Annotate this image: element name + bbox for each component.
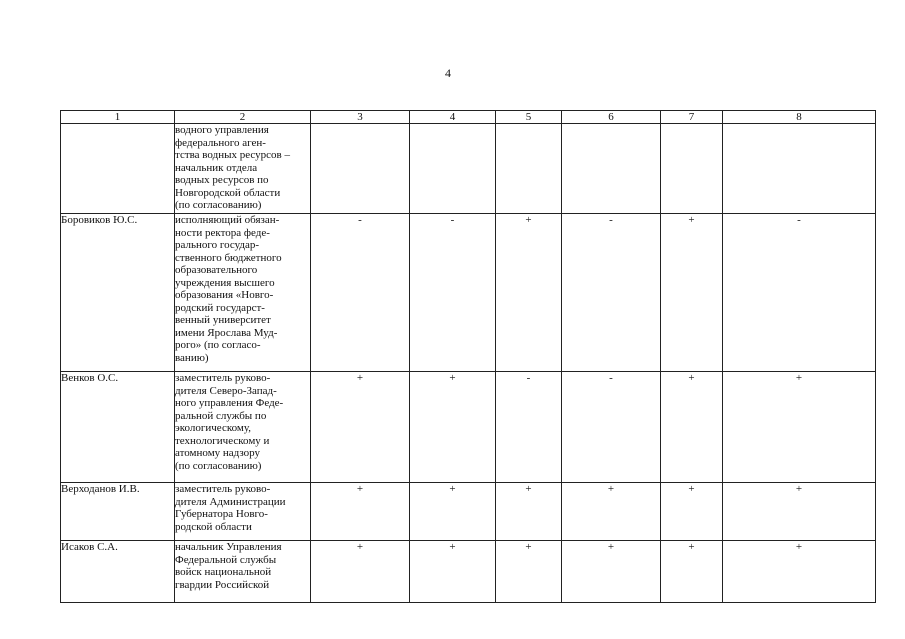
position-line: войск национальной — [175, 566, 272, 578]
position-line: начальник отдела — [175, 161, 258, 174]
table-row — [61, 541, 876, 603]
position-line: образования «Новго- — [175, 289, 274, 301]
table-row — [61, 214, 876, 372]
position-line: венный университет — [175, 314, 271, 326]
mark-cell: + — [410, 483, 496, 541]
position-line: заместитель руково- — [175, 483, 271, 495]
position-line: ного управления Феде- — [175, 397, 284, 409]
commission-table — [60, 110, 876, 603]
mark-cell: - — [562, 214, 661, 372]
mark-cell: + — [562, 541, 661, 603]
mark-cell — [311, 124, 410, 214]
position-line: начальник Управления — [175, 541, 282, 553]
table-row — [61, 372, 876, 483]
member-name: Верходанов И.В. — [61, 483, 175, 541]
member-position — [175, 541, 311, 603]
mark-cell: + — [723, 372, 876, 483]
position-line: водных ресурсов по — [175, 174, 269, 186]
position-line: образовательного — [175, 264, 258, 276]
mark-cell: + — [410, 372, 496, 483]
mark-cell: + — [661, 372, 723, 483]
position-line: учреждения высшего — [175, 276, 275, 289]
position-line: дителя Администрации — [175, 495, 286, 508]
position-line: ральной службы по — [175, 409, 267, 422]
member-position — [175, 372, 311, 483]
position-line: Федеральной службы — [175, 553, 277, 566]
position-line: родской области — [175, 520, 252, 533]
position-line: заместитель руково- — [175, 372, 271, 384]
position-line: Новгородской области — [175, 186, 281, 199]
mark-cell — [496, 124, 562, 214]
header-cell: 6 — [562, 111, 661, 124]
position-line: гвардии Российской — [175, 578, 270, 591]
member-name: Исаков С.А. — [61, 541, 175, 603]
mark-cell — [562, 124, 661, 214]
mark-cell: - — [562, 372, 661, 483]
position-line: тства водных ресурсов – — [175, 149, 290, 161]
mark-cell: + — [311, 541, 410, 603]
mark-cell: + — [661, 541, 723, 603]
mark-cell: - — [311, 214, 410, 372]
header-cell: 5 — [496, 111, 562, 124]
position-line: технологическому и — [175, 434, 270, 447]
position-line: родский государст- — [175, 301, 265, 314]
mark-cell: + — [723, 541, 876, 603]
position-line: имени Ярослава Муд- — [175, 326, 278, 339]
position-line: дителя Северо-Запад- — [175, 384, 277, 397]
header-cell: 1 — [61, 111, 175, 124]
mark-cell: + — [410, 541, 496, 603]
mark-cell: + — [661, 483, 723, 541]
mark-cell: + — [562, 483, 661, 541]
position-line: федерального аген- — [175, 136, 266, 149]
member-name: Венков О.С. — [61, 372, 175, 483]
member-position — [175, 214, 311, 372]
position-line: (по согласованию) — [175, 199, 262, 211]
table-row — [61, 483, 876, 541]
position-line: атомному надзору — [175, 447, 261, 459]
position-line: исполняющий обязан- — [175, 214, 280, 226]
position-line: ванию) — [175, 351, 209, 364]
mark-cell: - — [723, 214, 876, 372]
header-cell: 3 — [311, 111, 410, 124]
member-name — [61, 124, 175, 214]
mark-cell: - — [496, 372, 562, 483]
mark-cell: + — [311, 372, 410, 483]
table-row — [61, 124, 876, 214]
header-cell: 7 — [661, 111, 723, 124]
position-line: Губернатора Новго- — [175, 508, 268, 520]
mark-cell: + — [496, 541, 562, 603]
header-cell: 4 — [410, 111, 496, 124]
position-line: рого» (по согласо- — [175, 339, 261, 351]
mark-cell: + — [496, 483, 562, 541]
page-number: 4 — [445, 66, 451, 80]
header-row — [61, 111, 876, 124]
mark-cell — [723, 124, 876, 214]
mark-cell: + — [496, 214, 562, 372]
mark-cell: + — [311, 483, 410, 541]
member-position — [175, 483, 311, 541]
position-line: рального государ- — [175, 239, 260, 251]
header-cell: 8 — [723, 111, 876, 124]
mark-cell: - — [410, 214, 496, 372]
member-position — [175, 124, 311, 214]
mark-cell — [661, 124, 723, 214]
header-cell: 2 — [175, 111, 311, 124]
position-line: экологическому, — [175, 422, 252, 434]
position-line: ственного бюджетного — [175, 251, 282, 264]
position-line: ности ректора феде- — [175, 226, 270, 239]
mark-cell: + — [723, 483, 876, 541]
member-name: Боровиков Ю.С. — [61, 214, 175, 372]
mark-cell: + — [661, 214, 723, 372]
mark-cell — [410, 124, 496, 214]
position-line: (по согласованию) — [175, 459, 262, 472]
position-line: водного управления — [175, 124, 269, 136]
